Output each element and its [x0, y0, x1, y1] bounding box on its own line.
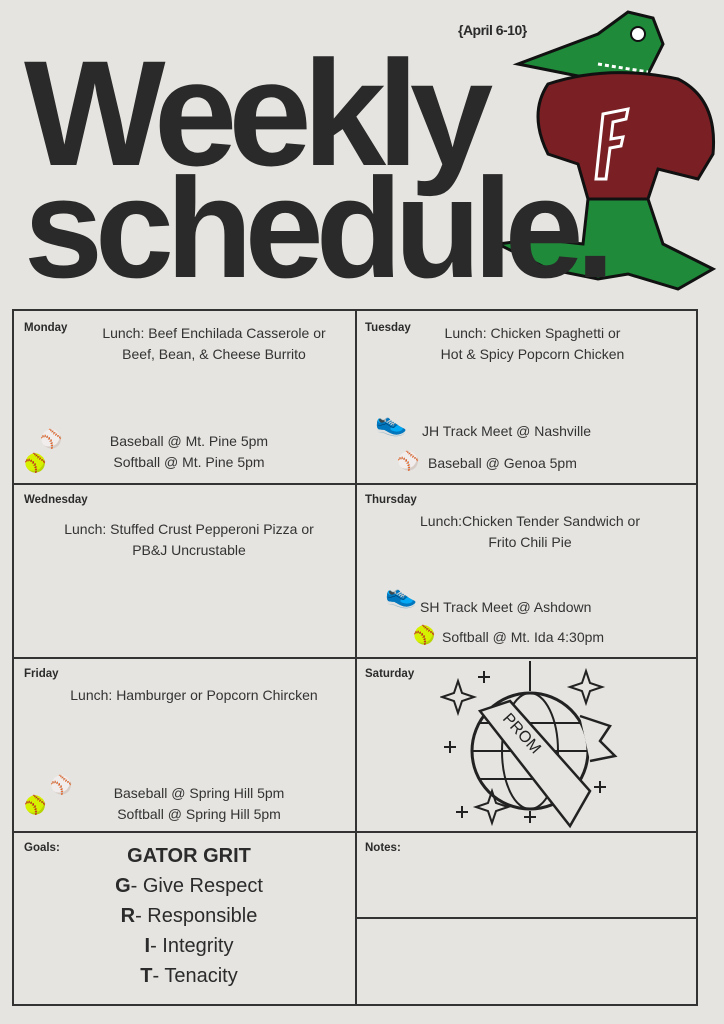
baseball-icon: ⚾	[40, 429, 63, 449]
cell-wednesday	[14, 483, 357, 659]
softball-icon: 🥎	[413, 625, 436, 645]
cell-goals	[14, 831, 357, 1004]
goal-letter: I	[144, 935, 151, 957]
day-label: Friday	[24, 668, 59, 680]
day-label: Wednesday	[24, 494, 88, 506]
goals-label: Goals:	[24, 842, 60, 854]
gator-grit-list	[74, 841, 304, 991]
track-event: JH Track Meet @ Nashville	[422, 423, 592, 439]
lunch-line: Lunch: Beef Enchilada Casserole or	[102, 325, 326, 341]
event-line: Softball @ Mt. Pine 5pm	[113, 454, 265, 470]
lunch-line: PB&J Uncrustable	[132, 542, 246, 558]
lunch-line: Lunch: Stuffed Crust Pepperoni Pizza or	[64, 521, 314, 537]
lunch-line: Beef, Bean, & Cheese Burrito	[122, 346, 306, 362]
goal-item	[74, 961, 304, 991]
monday-lunch	[79, 323, 349, 365]
winged-shoe-icon: 👟	[385, 579, 418, 609]
lunch-line: Hot & Spicy Popcorn Chicken	[440, 346, 625, 362]
day-label: Tuesday	[365, 322, 411, 334]
thursday-lunch	[395, 511, 665, 553]
title-weekly: Weekly	[24, 29, 485, 197]
track-event: SH Track Meet @ Ashdown	[420, 599, 592, 615]
cell-friday	[14, 657, 357, 833]
day-label: Thursday	[365, 494, 417, 506]
softball-icon: 🥎	[24, 453, 47, 473]
cell-monday	[14, 311, 357, 485]
friday-lunch: Lunch: Hamburger or Popcorn Chircken	[70, 687, 318, 703]
baseball-icon: ⚾	[397, 451, 420, 471]
prom-banner-text: PROM	[499, 710, 544, 758]
goal-text: - Integrity	[150, 935, 234, 957]
notes-label: Notes:	[365, 842, 401, 854]
monday-events	[74, 431, 304, 473]
lunch-line: Lunch: Chicken Spaghetti or	[444, 325, 621, 341]
title-schedule: schedule.	[24, 149, 608, 308]
goal-letter: R	[120, 905, 136, 927]
lunch-line: Frito Chili Pie	[488, 534, 572, 550]
baseball-event: Baseball @ Genoa 5pm	[428, 455, 577, 471]
cell-thursday	[355, 483, 698, 659]
day-label: Monday	[24, 322, 68, 334]
tuesday-lunch	[415, 323, 650, 365]
disco-ball-prom-icon	[440, 661, 620, 831]
softball-event: Softball @ Mt. Ida 4:30pm	[442, 629, 605, 645]
goal-text: - Responsible	[135, 905, 258, 927]
day-label: Saturday	[365, 668, 415, 680]
goal-item	[74, 871, 304, 901]
lunch-line: Lunch:Chicken Tender Sandwich or	[420, 513, 640, 529]
goal-item	[74, 901, 304, 931]
event-line: Softball @ Spring Hill 5pm	[117, 806, 281, 822]
goal-item	[74, 931, 304, 961]
cell-notes	[355, 831, 698, 919]
baseball-icon: ⚾	[50, 775, 73, 795]
goal-letter: G	[115, 875, 131, 897]
schedule-grid	[12, 309, 698, 1006]
event-line: Baseball @ Mt. Pine 5pm	[109, 433, 269, 449]
softball-icon: 🥎	[24, 795, 47, 815]
gator-grit-heading: GATOR GRIT	[127, 845, 251, 867]
date-range: {April 6-10}	[458, 22, 527, 38]
cell-tuesday	[355, 311, 698, 485]
friday-events	[74, 783, 324, 825]
cell-saturday	[355, 657, 698, 833]
goal-text: - Tenacity	[152, 965, 238, 987]
winged-shoe-icon: 👟	[375, 407, 408, 437]
goal-text: - Give Respect	[130, 875, 263, 897]
event-line: Baseball @ Spring Hill 5pm	[113, 785, 285, 801]
goal-letter: T	[140, 965, 153, 987]
wednesday-lunch	[34, 519, 344, 561]
